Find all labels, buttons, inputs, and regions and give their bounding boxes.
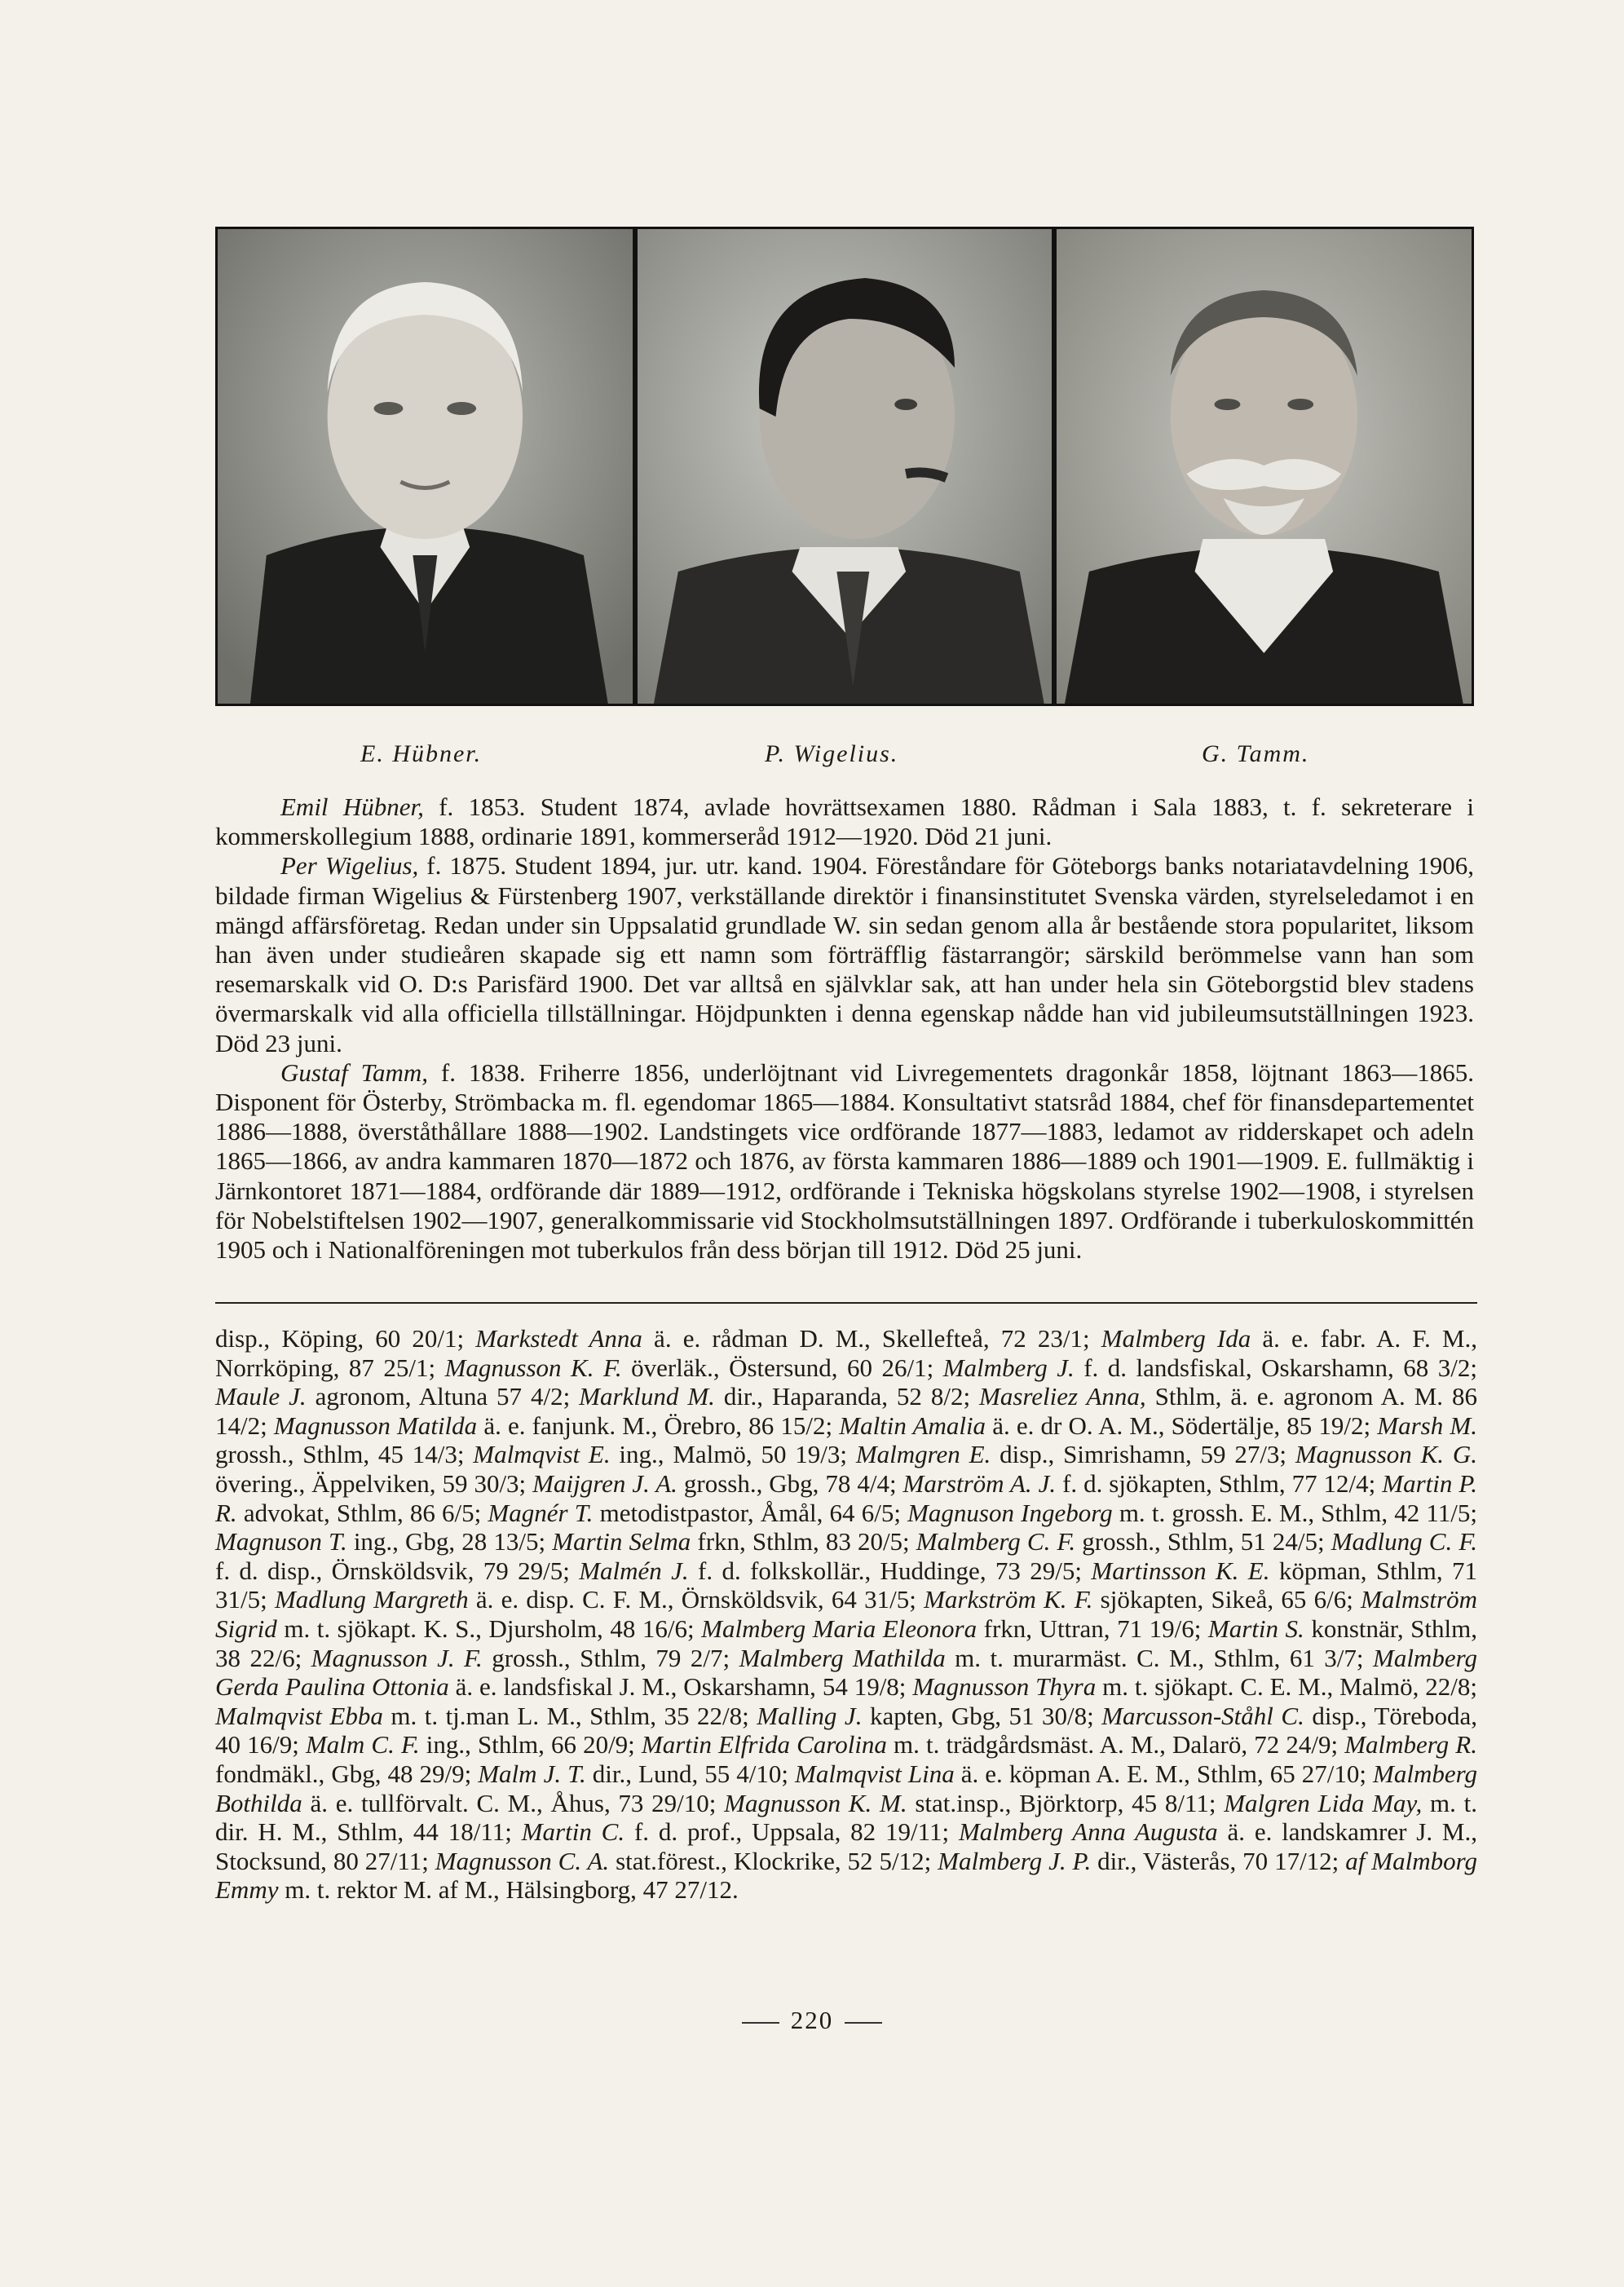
entry-details: m. t. tj.man L. M., Sthlm, 35 22/8; <box>382 1701 757 1730</box>
entry-name: Magnusson Thyra <box>912 1672 1097 1702</box>
entry-name: Magnusson K. M. <box>724 1788 907 1817</box>
entry-details: ä. e. fanjunk. M., Örebro, 86 15/2; <box>477 1411 840 1440</box>
entry-details: ä. e. fabr. A. F. M., Norrköping, 87 25/1; <box>215 1324 1478 1382</box>
entry-details: konstnär, Sthlm, 38 22/6; <box>215 1614 1477 1672</box>
entry-name: Malmgren E. <box>855 1440 991 1469</box>
caption-tamm: G. Tamm. <box>1202 740 1310 767</box>
entry-details: sjökapten, Sikeå, 65 6/6; <box>1092 1585 1361 1614</box>
entry-details: ä. e. landskamrer J. M., Stocksund, 80 27/11; <box>215 1817 1477 1875</box>
entry-details: disp., Töreboda, 40 16/9; <box>215 1701 1477 1759</box>
entry-details: ä. e. rådman D. M., Skellefteå, 72 23/1; <box>642 1324 1101 1353</box>
entry-details: m. t. grossh. E. M., Sthlm, 42 11/5; <box>1112 1498 1477 1527</box>
entry-details: grossh., Sthlm, 51 24/5; <box>1075 1527 1331 1556</box>
entry-details: m. t. sjökapt. C. E. M., Malmö, 22/8; <box>1096 1672 1478 1702</box>
entry-details: f. d. sjökapten, Sthlm, 77 12/4; <box>1056 1468 1383 1498</box>
entry-name: Malmberg Maria Eleonora <box>701 1614 977 1643</box>
entry-details: ing., Sthlm, 66 20/9; <box>419 1730 642 1759</box>
portrait-captions <box>215 740 1474 773</box>
entry-details: frkn, Sthlm, 83 20/5; <box>691 1527 916 1556</box>
entry-details: metodistpastor, Åmål, 64 6/5; <box>593 1498 908 1527</box>
entry-details: m. t. sjökapt. K. S., Djursholm, 48 16/6; <box>276 1614 702 1643</box>
entry-name: Malmqvist Lina <box>795 1759 955 1788</box>
portrait-photo-wigelius <box>638 229 1053 704</box>
portrait-photo-hubner <box>218 229 633 704</box>
entry-name: Martinsson K. E. <box>1091 1556 1270 1585</box>
entry-details: ä. e. tullförvalt. C. M., Åhus, 73 29/10; <box>302 1788 725 1817</box>
entry-name: Malmqvist E. <box>473 1440 611 1469</box>
entry-name: Magnusson K. G. <box>1295 1440 1477 1469</box>
entry-name: Magnér T. <box>488 1498 594 1527</box>
page-number-value: 220 <box>790 2006 834 2034</box>
bio-name: Emil Hübner, <box>280 793 424 821</box>
entry-details: grossh., Sthlm, 45 14/3; <box>215 1440 474 1469</box>
entry-name: Malmberg Ida <box>1101 1324 1251 1353</box>
entry-details: advokat, Sthlm, 86 6/5; <box>236 1498 488 1527</box>
entry-details: f. d. prof., Uppsala, 82 19/11; <box>624 1817 959 1847</box>
bio-wigelius <box>215 851 1474 1057</box>
entry-details: ä. e. disp. C. F. M., Örnsköldsvik, 64 31/5; <box>468 1585 925 1614</box>
bio-text: f. 1838. Friherre 1856, underlöjtnant vid Livregementets dragonkår 1858, löjtnant 1863—1865. Disponent för Österby, Strömbacka m. fl. egendomar 1865—1884. Konsultativt statsråd 1884, chef för finansdepartementet 1886—1888, överståthållare 1888—1902. Landstingets vice ordförande 1877—1883, ledamot av ridderskapet och adeln 1865—1866, av andra kammaren 1870—1872 och 1876, av första kammaren 1886—1889 och 1901—1909. E. fullmäktig i Järnkontoret 1871—1884, ordförande där 1889—1912, ordförande i Tekniska högskolans styrelse 1902—1908, i styrelsen för Nobelstiftelsen 1902—1907, generalkommissarie vid Stockholmsutställningen 1897. Ordförande i tuberkuloskommittén 1905 och i Nationalföreningen mot tuberkulos från dess början till 1912. Död 25 juni. <box>215 1057 1474 1265</box>
portrait-photo-tamm <box>1057 229 1472 704</box>
entry-details: m. t. trädgårdsmäst. A. M., Dalarö, 72 24/9; <box>886 1730 1345 1759</box>
entry-details: grossh., Gbg, 78 4/4; <box>677 1468 903 1498</box>
entry-details: disp., Simrishamn, 59 27/3; <box>991 1440 1295 1469</box>
bio-hubner <box>215 793 1474 851</box>
entry-name: Malmberg J. P. <box>938 1846 1092 1875</box>
entry-name: Malmberg J. <box>942 1353 1075 1382</box>
deaths-list-paragraph <box>215 1324 1477 1905</box>
entry-details: disp., Köping, 60 20/1; <box>215 1324 476 1353</box>
entry-name: Markström K. F. <box>924 1585 1093 1614</box>
entry-name: Magnusson J. F. <box>311 1643 483 1672</box>
bio-text: f. 1875. Student 1894, jur. utr. kand. 1904. Föreståndare för Göteborgs banks notariatavdelning 1906, bildade firman Wigelius & Fürstenberg 1907, verkställande direktör i finansinstitutet Svenska värden, styrelseledamot i en mängd affärsföretag. Redan under sin Uppsalatid grundlade W. sin sedan genom alla år bestående stora popularitet, liksom han även under studieåren skapade sig ett namn som förträfflig fästarrangör; särskild berömmelse vann han som resemarskalk vid O. D:s Parisfärd 1900. Det var alltså en självklar sak, att han under hela sin Göteborgstid blev stadens övermarskalk vid alla officiella tillställningar. Höjdpunkten i denna egenskap nådde han vid jubileumsutställningen 1923. Död 23 juni. <box>215 851 1474 1057</box>
entry-details: dir., Lund, 55 4/10; <box>585 1759 796 1788</box>
entry-name: Markstedt Anna <box>475 1324 642 1353</box>
entry-name: Martin Selma <box>552 1527 691 1556</box>
entry-details: f. d. disp., Örnsköldsvik, 79 29/5; <box>215 1556 580 1585</box>
entry-name: Malmqvist Ebba <box>215 1701 383 1730</box>
entry-details: Sthlm, ä. e. agronom A. M. 86 14/2; <box>215 1382 1477 1440</box>
entry-details: ä. e. dr O. A. M., Södertälje, 85 19/2; <box>986 1411 1378 1440</box>
entry-details: grossh., Sthlm, 79 2/7; <box>482 1643 739 1672</box>
page-number-dash-left <box>742 2022 779 2024</box>
biographies <box>215 793 1474 1265</box>
entry-details: ing., Gbg, 28 13/5; <box>346 1527 553 1556</box>
entry-name: Malmberg Anna Augusta <box>958 1817 1218 1847</box>
entry-name: Marklund M. <box>579 1382 715 1411</box>
entry-details: överläk., Östersund, 60 26/1; <box>621 1353 943 1382</box>
entry-details: frkn, Uttran, 71 19/6; <box>977 1614 1208 1643</box>
bio-tamm <box>215 1058 1474 1265</box>
entry-details: dir., Västerås, 70 17/12; <box>1091 1846 1346 1875</box>
entry-details: agronom, Altuna 57 4/2; <box>306 1382 580 1411</box>
entry-name: Martin C. <box>521 1817 625 1847</box>
entry-details: stat.insp., Björktorp, 45 8/11; <box>907 1788 1225 1817</box>
entry-name: Malmström Sigrid <box>215 1585 1477 1643</box>
entry-details: övering., Äppelviken, 59 30/3; <box>215 1468 533 1498</box>
entry-details: f. d. folkskollär., Huddinge, 73 29/5; <box>688 1556 1092 1585</box>
entry-name: Magnusson Matilda <box>273 1411 478 1440</box>
entry-name: Maule J. <box>215 1382 307 1411</box>
entry-name: Martin P. R. <box>215 1468 1478 1527</box>
entry-name: Malmberg C. F. <box>916 1527 1076 1556</box>
entry-name: Martin S. <box>1207 1614 1304 1643</box>
entry-name: Marsh M. <box>1377 1411 1477 1440</box>
entry-name: Magnuson T. <box>215 1527 347 1556</box>
entry-name: Magnuson Ingeborg <box>907 1498 1113 1527</box>
section-divider <box>215 1302 1477 1304</box>
entry-details: stat.förest., Klockrike, 52 5/12; <box>609 1846 938 1875</box>
page-number-dash-right <box>845 2022 882 2024</box>
bio-name: Per Wigelius, <box>280 851 419 881</box>
entry-name: Magnusson C. A. <box>435 1846 610 1875</box>
entry-name: Marström A. J. <box>902 1468 1057 1498</box>
entry-details: dir., Haparanda, 52 8/2; <box>714 1382 979 1411</box>
entry-name: Malm C. F. <box>305 1730 420 1759</box>
entry-details: m. t. rektor M. af M., Hälsingborg, 47 27/12. <box>278 1875 739 1905</box>
entry-name: Marcusson-Ståhl C. <box>1101 1701 1304 1730</box>
entry-name: Malmberg Gerda Paulina Ottonia <box>215 1643 1477 1702</box>
entry-details: ä. e. köpman A. E. M., Sthlm, 65 27/10; <box>954 1759 1374 1788</box>
entry-details: m. t. murarmäst. C. M., Sthlm, 61 3/7; <box>945 1643 1373 1672</box>
entry-name: Malling J. <box>757 1701 863 1730</box>
entry-name: Malmberg Bothilda <box>215 1759 1478 1817</box>
entry-details: kapten, Gbg, 51 30/8; <box>862 1701 1102 1730</box>
entry-name: Malmberg R. <box>1344 1730 1477 1759</box>
caption-wigelius: P. Wigelius. <box>765 740 899 767</box>
entry-name: Magnusson K. F. <box>444 1353 622 1382</box>
bio-text: f. 1853. Student 1874, avlade hovrättsexamen 1880. Rådman i Sala 1883, t. f. sekreterare i kommerskollegium 1888, ordinarie 1891, kommerseråd 1912—1920. Död 21 juni. <box>215 793 1474 851</box>
deaths-list <box>215 1324 1477 1905</box>
entry-name: Masreliez Anna, <box>979 1382 1146 1411</box>
entry-name: af Malmborg Emmy <box>215 1846 1477 1905</box>
entry-details: m. t. dir. H. M., Sthlm, 44 18/11; <box>215 1788 1477 1847</box>
entry-details: ing., Malmö, 50 19/3; <box>610 1440 856 1469</box>
entry-name: Martin Elfrida Carolina <box>641 1730 887 1759</box>
caption-hubner: E. Hübner. <box>360 740 483 767</box>
entry-name: Malmberg Mathilda <box>739 1643 946 1672</box>
entry-name: Maltin Amalia <box>839 1411 986 1440</box>
portrait-strip <box>215 227 1474 706</box>
entry-details: ä. e. landsfiskal J. M., Oskarshamn, 54 19/8; <box>448 1672 913 1702</box>
entry-name: Malm J. T. <box>478 1759 586 1788</box>
entry-details: fondmäkl., Gbg, 48 29/9; <box>215 1759 479 1788</box>
entry-name: Malmén J. <box>579 1556 689 1585</box>
entry-name: Maijgren J. A. <box>532 1468 677 1498</box>
entry-details: köpman, Sthlm, 71 31/5; <box>215 1556 1478 1614</box>
entry-name: Malgren Lida May, <box>1224 1788 1423 1817</box>
page-number <box>0 2006 1624 2035</box>
entry-details: f. d. landsfiskal, Oskarshamn, 68 3/2; <box>1074 1353 1477 1382</box>
entry-name: Madlung C. F. <box>1331 1527 1478 1556</box>
entry-name: Madlung Margreth <box>274 1585 469 1614</box>
bio-name: Gustaf Tamm, <box>280 1057 429 1087</box>
